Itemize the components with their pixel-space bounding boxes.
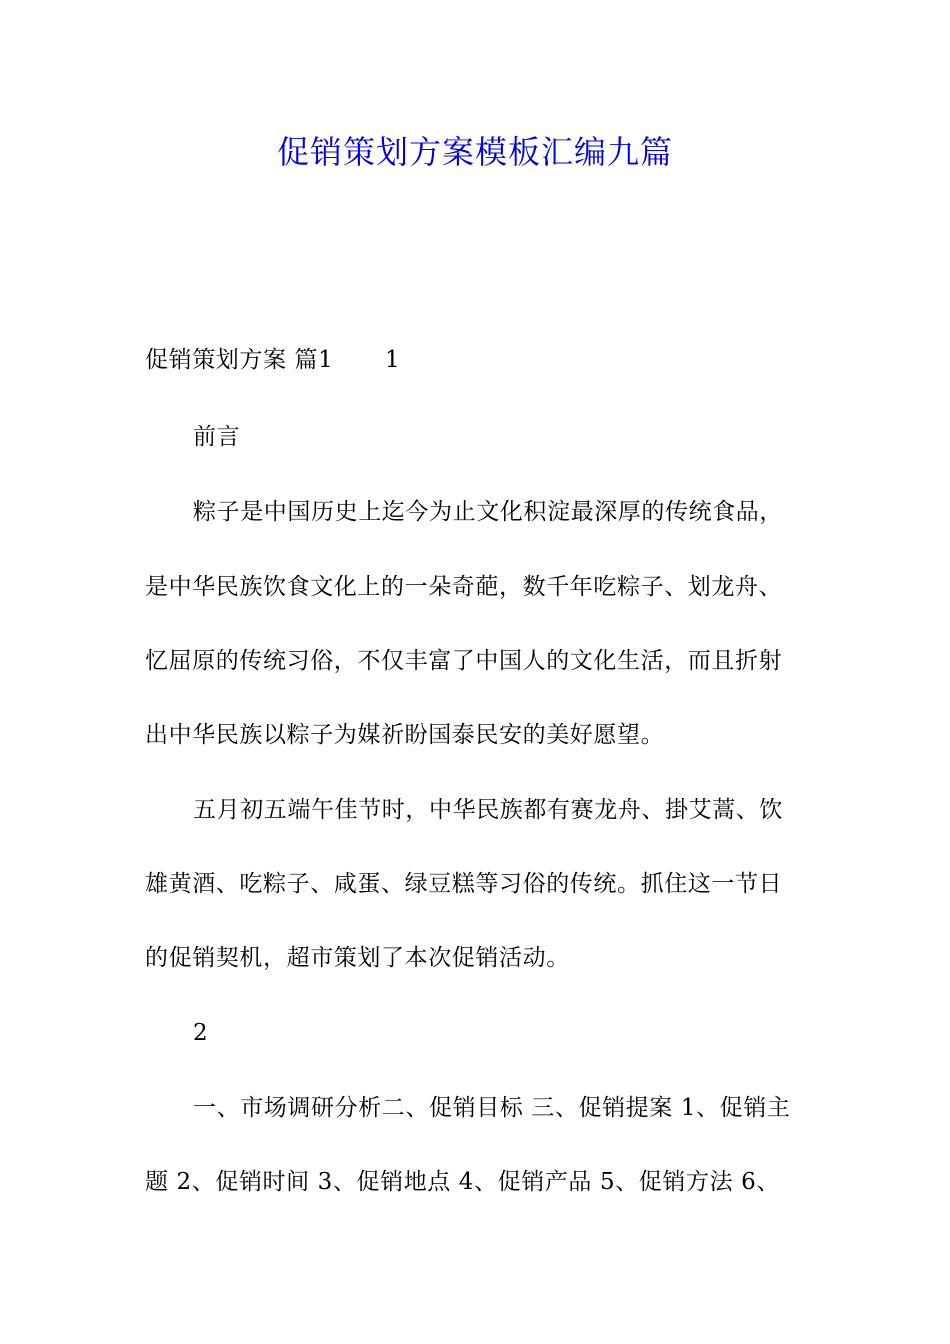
document-title: 促销策划方案模板汇编九篇 (276, 133, 673, 171)
paragraph-line: 出中华民族以粽子为媒祈盼国泰民安的美好愿望。 (145, 722, 665, 748)
paragraph-line: 的促销契机，超市策划了本次促销活动。 (145, 945, 570, 971)
section-number: 1 (385, 347, 401, 373)
paragraph-line: 忆屈原的传统习俗，不仅丰富了中国人的文化生活，而且折射 (145, 648, 783, 674)
paragraph-line: 粽子是中国历史上迄今为止文化积淀最深厚的传统食品， (193, 499, 783, 525)
paragraph-line: 是中华民族饮食文化上的一朵奇葩，数千年吃粽子、划龙舟、 (145, 574, 783, 600)
section-heading-text: 促销策划方案 篇1 (145, 347, 334, 373)
preface-label: 前言 (193, 424, 241, 450)
paragraph-line: 五月初五端午佳节时，中华民族都有赛龙舟、掛艾蒿、饮 (193, 797, 783, 823)
page-marker: 2 (193, 1020, 209, 1046)
paragraph-line: 雄黄酒、吃粽子、咸蛋、绿豆糕等习俗的传统。抓住这一节日 (145, 871, 783, 897)
section-heading (145, 344, 445, 376)
outline-line: 题 2、促销时间 3、促销地点 4、促销产品 5、促销方法 6、 (145, 1169, 780, 1195)
outline-line: 一、市场调研分析二、促销目标 三、促销提案 1、促销主 (193, 1095, 791, 1121)
